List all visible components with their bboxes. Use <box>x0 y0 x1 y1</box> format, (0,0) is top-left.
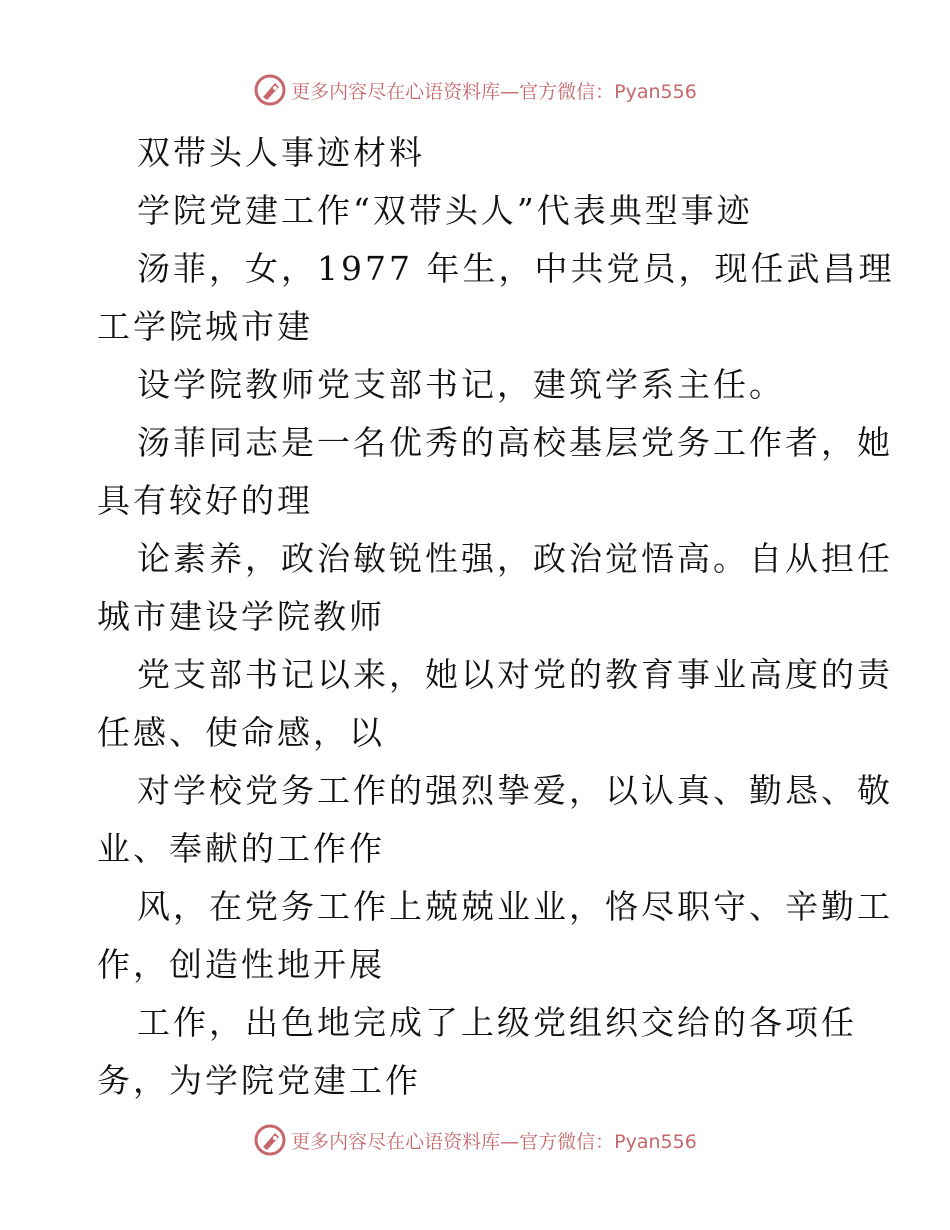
doc-subtitle <box>97 182 857 240</box>
text-line: 汤菲，女，1977 年生，中共党员，现任武昌理 <box>137 249 895 288</box>
text-line: 任感、使命感，以 <box>97 713 385 752</box>
text-line: 风，在党务工作上兢兢业业，恪尽职守、辛勤工 <box>137 887 893 926</box>
text-line: 城市建设学院教师 <box>97 597 385 636</box>
text-line: 党支部书记以来，她以对党的教育事业高度的责 <box>137 655 893 694</box>
text-line: 工学院城市建 <box>97 307 313 346</box>
text-line: 学院党建工作“双带头人”代表典型事迹 <box>137 191 753 230</box>
text-line: 设学院教师党支部书记，建筑学系主任。 <box>137 365 785 404</box>
text-line: 双带头人事迹材料 <box>137 133 425 172</box>
pen-nib-logo-icon <box>253 73 287 107</box>
paragraph <box>97 588 857 646</box>
text-line: 作，创造性地开展 <box>97 945 385 984</box>
header-banner-text: 更多内容尽在心语资料库—官方微信：Pyan556 <box>291 80 697 103</box>
paragraph <box>97 878 893 936</box>
text-line: 汤菲同志是一名优秀的高校基层党务工作者，她 <box>137 423 893 462</box>
paragraph <box>97 472 857 530</box>
footer-banner-text: 更多内容尽在心语资料库—官方微信：Pyan556 <box>291 1130 697 1153</box>
paragraph <box>97 356 857 414</box>
paragraph <box>97 936 857 994</box>
text-line: 对学校党务工作的强烈挚爱，以认真、勤恳、敬 <box>137 771 893 810</box>
paragraph <box>97 704 857 762</box>
text-line: 具有较好的理 <box>97 481 313 520</box>
paragraph <box>97 530 893 588</box>
text-line: 工作，出色地完成了上级党组织交给的各项任 <box>137 1003 857 1042</box>
paragraph <box>97 762 893 820</box>
paragraph <box>97 414 893 472</box>
text-line: 论素养，政治敏锐性强，政治觉悟高。自从担任 <box>137 539 893 578</box>
paragraph <box>97 820 857 878</box>
header-banner <box>0 70 950 110</box>
doc-title <box>97 124 857 182</box>
pen-nib-logo-icon <box>253 1123 287 1157</box>
paragraph <box>97 994 857 1052</box>
footer-banner <box>0 1120 950 1160</box>
paragraph <box>97 240 895 298</box>
paragraph <box>97 646 893 704</box>
text-line: 务，为学院党建工作 <box>97 1061 421 1100</box>
document-body <box>97 124 895 1110</box>
paragraph <box>97 298 857 356</box>
paragraph <box>97 1052 857 1110</box>
text-line: 业、奉献的工作作 <box>97 829 385 868</box>
